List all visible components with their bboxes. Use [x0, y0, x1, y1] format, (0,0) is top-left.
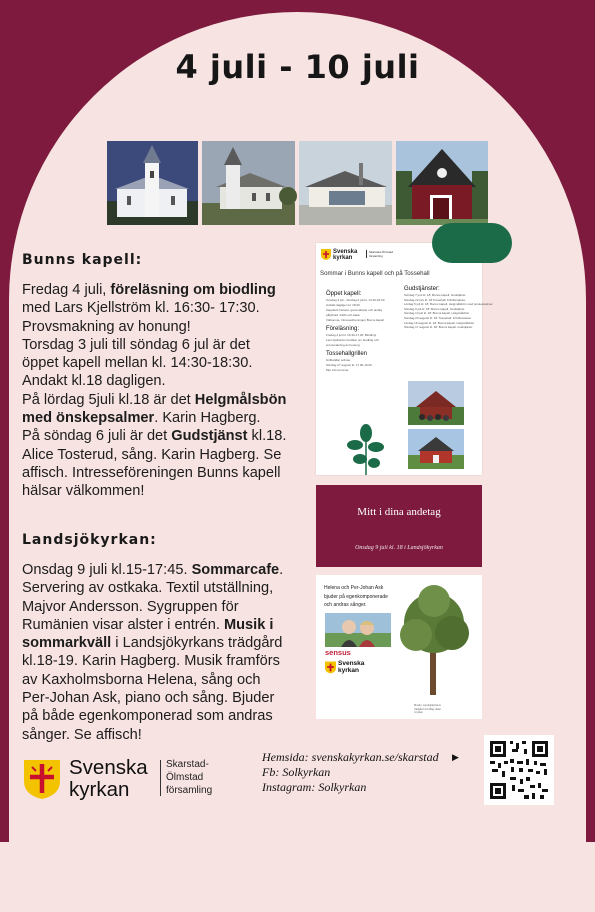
sensus-logo: sensus [325, 648, 351, 657]
subheading: Gudstjänster: [404, 286, 440, 292]
logo-wordmark [69, 757, 148, 801]
info-line: Söndag 6 juli kl. 18: Bunns kapell, Gudstjänst. [404, 306, 466, 311]
text-line: På lördag 5juli kl.18 är det Helgmålsbön [22, 391, 287, 408]
logo-line2: kyrkan [338, 667, 359, 674]
text-line: Rumänien visar alster i entrén. Musik i [22, 616, 274, 633]
poster3-foot-line: Musik i Landsjökyrkans [414, 704, 441, 707]
info-line: Grillkvällar ordnas. [326, 358, 351, 362]
poster3-text [324, 584, 388, 610]
parish-line: Ölmstad [166, 772, 204, 783]
page-title: 4 juli - 10 juli [175, 48, 420, 86]
info-line: Söndag 7 juni kl. 18: Bunns kapell, Gudstjänst. [404, 293, 467, 297]
parish-line: församling [166, 785, 213, 796]
poster1-logo-text [333, 249, 357, 261]
poster3-footer [414, 704, 441, 715]
text-line: affisch. Intresseföreningen Bunns kapell [22, 464, 281, 481]
performers-photo [325, 613, 391, 647]
text-line: med önskepsalmer. Karin Hagberg. [22, 410, 261, 427]
info-line: Söndag 13 juli kl. 18: Bunns kapell, Helgmålsbön. [404, 311, 470, 316]
text-line: med Lars Kjellström kl. 16:30- 17:30. [22, 300, 260, 317]
subheading: Öppet kapell: [326, 291, 362, 297]
text-line: Per-Johan Ask, piano och sång. Bjuder [22, 690, 275, 707]
poster3-logo-text [338, 660, 364, 674]
poster1-photo-group [408, 381, 464, 425]
text-line: kl.18-19. Karin Hagberg. Musik framförs [22, 653, 280, 670]
info-line: Andakt dagligen kl. 18.00 [326, 303, 360, 307]
tree-illustration [396, 583, 472, 699]
section-body-bunns [22, 281, 292, 501]
svenska-kyrkan-logo-icon [23, 759, 61, 799]
info-line: Kapellets historia, gammalstyle och andlig [326, 308, 382, 312]
text-line: på både egenkomponerad som andras [22, 708, 273, 725]
modern-kyrka-photo [299, 141, 392, 225]
text-line: Onsdag 9 juli kl.15-17:45. Sommarcafe. [22, 562, 284, 578]
text-line: sånger. Se affisch! [22, 726, 142, 743]
subheading: Tossehallgrillen [326, 351, 368, 357]
contact-info [262, 750, 439, 795]
info-line: Söndag 20 augusti kl. 18: Tossehall, Friluftsmässa. [404, 315, 472, 320]
text-line: öppet kapell mellan kl. 14:30-18:30. [22, 355, 253, 372]
info-line: Torsdag 3 juli - Söndag 6 juli kl. 14.30-18.30. [326, 298, 386, 302]
info-line: Söndag 17 augusti kl. 18: Bunns kapell, Gudstjänst. [404, 325, 473, 330]
poster-musik [316, 575, 482, 719]
section-heading-bunns: Bunns kapell: [22, 252, 143, 268]
logo-line1: Svenska [69, 756, 148, 779]
text-line: Majvor Andersson. Sygruppen för [22, 598, 239, 615]
qr-code-icon [484, 735, 554, 805]
info-line: provsmakning av honung. [326, 343, 361, 347]
poster1-photo-kapell [408, 429, 464, 469]
text-line: sommarkväll i Landsjökyrkans trädgård [22, 635, 283, 652]
info-line: påfyllnad. Kaffe och kaka. [326, 313, 361, 317]
text-line: På söndag 6 juli är det Gudstjänst kl.18. [22, 428, 287, 445]
kapell-photo [396, 141, 488, 225]
kyrka-1-photo [107, 141, 198, 225]
info-line: Söndag 27 augusti kl. 17.00-19.00. [326, 363, 373, 367]
parish-name [166, 758, 212, 797]
info-line: Lars Kjellström berättar om biodling och [326, 338, 379, 342]
text-line: Fredag 4 juli, föreläsning om biodling [22, 282, 276, 298]
text-line: Torsdag 3 juli till söndag 6 jul är det [22, 336, 250, 353]
section-body-landsjo [22, 561, 292, 744]
poster1-right-column [404, 283, 494, 330]
poster2-title: Mitt i dina andetag [357, 506, 441, 518]
green-decoration [432, 223, 512, 263]
svenska-kyrkan-logo-icon [325, 661, 336, 674]
logo-line1: Svenska [338, 660, 365, 667]
poster1-heading: Sommar i Bunns kapell och på Tossehall [320, 270, 430, 277]
text-line: hälsar välkommen! [22, 483, 145, 500]
kyrka-2-photo [202, 141, 295, 225]
info-line: Mer info kommer. [326, 368, 350, 372]
info-line: Lördag 5 juli kl. 18: Bunns kapell, Helgmålsbön med önskepsalmer. [404, 302, 494, 307]
instagram-link[interactable]: Instagram: Solkyrkan [262, 780, 367, 794]
subheading: Föreläsning: [326, 326, 360, 332]
poster1-left-column [326, 288, 398, 373]
logo-line2: kyrkan [333, 255, 353, 261]
poster3-line: bjuder på egenkomponerade [324, 593, 388, 600]
poster3-foot-line: i kyrkan [414, 711, 423, 714]
text-line: Alice Tosterud, sång. Karin Hagberg. Se [22, 446, 282, 463]
logo-divider [160, 760, 161, 796]
website-link[interactable]: Hemsida: svenskakyrkan.se/skarstad [262, 750, 439, 764]
info-line: Fredag 4 juli kl. 16.30-17.30: Biodling! [326, 333, 377, 337]
info-line: Söndag 22 juni kl. 18 Tossehall: Friluftsmässa. [404, 297, 466, 302]
poster2-subtitle: Onsdag 9 juli kl. 18 i Landsjökyrkan [355, 545, 443, 551]
facebook-link[interactable]: Fb: Solkyrkan [262, 765, 331, 779]
green-leaf-icon [346, 423, 386, 475]
logo-line2: kyrkan [69, 778, 130, 801]
text-line: av Kaxholmsborna Helena, sång och [22, 671, 261, 688]
text-line: Provsmakning av honung! [22, 318, 191, 335]
svenska-kyrkan-logo-icon [321, 249, 331, 260]
parish-line: Skarstad- [166, 759, 209, 770]
poster-mitt-i-dina-andetag [316, 485, 482, 567]
arrow-right-icon: ▶ [452, 752, 459, 762]
section-heading-landsjo: Landsjökyrkan: [22, 532, 157, 548]
info-line: Lördag 16 augusti kl. 18: Bunns kapell, Helgmålsbön. [404, 320, 475, 325]
poster1-parish: Skarstad-Ölmstad församling [366, 250, 393, 258]
logo-line1: Svenska [333, 249, 358, 255]
text-line: Andakt kl.18 dagligen. [22, 373, 166, 390]
text-line: Servering av ostkaka. Textil utställning, [22, 580, 274, 597]
poster-sommar-bunns [316, 243, 494, 475]
qr-code[interactable] [484, 735, 554, 805]
poster3-foot-line: trädgård vid dålig väder [414, 707, 442, 711]
info-line: Välkomna, Intresseföreningen Bunns kapell [326, 318, 384, 322]
poster3-line: Helena och Per-Johan Ask [324, 585, 384, 591]
poster3-line: och andras sånger. [324, 602, 367, 609]
